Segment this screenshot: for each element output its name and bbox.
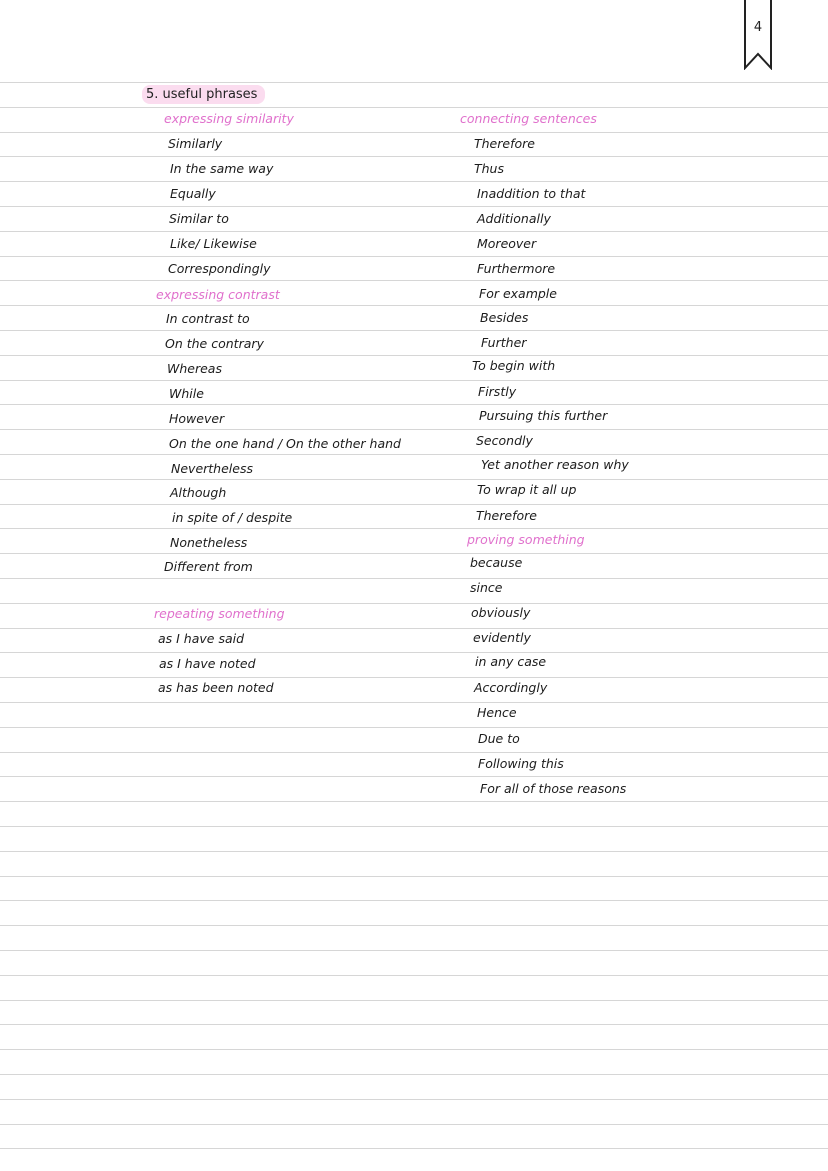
ruled-line xyxy=(0,851,828,852)
list-item: In the same way xyxy=(170,161,274,176)
ruled-line xyxy=(0,132,828,133)
list-item: Like/ Likewise xyxy=(170,236,257,251)
ruled-line xyxy=(0,776,828,777)
heading-proving: proving something xyxy=(467,532,585,547)
list-item: While xyxy=(169,386,204,401)
list-item: as has been noted xyxy=(158,680,274,695)
list-item: Different from xyxy=(164,559,253,574)
ruled-line xyxy=(0,900,828,901)
ruled-line xyxy=(0,231,828,232)
list-item: Besides xyxy=(480,310,529,325)
list-item: Further xyxy=(481,335,527,350)
list-item: On the contrary xyxy=(165,336,264,351)
page-number: 4 xyxy=(753,20,763,35)
ruled-line xyxy=(0,975,828,976)
ruled-line xyxy=(0,504,828,505)
ruled-line xyxy=(0,528,828,529)
list-item: Therefore xyxy=(474,136,535,151)
ruled-line xyxy=(0,355,828,356)
ruled-line xyxy=(0,454,828,455)
list-item: For all of those reasons xyxy=(480,781,627,796)
list-item: as I have noted xyxy=(159,656,256,671)
list-item: In contrast to xyxy=(166,311,250,326)
ruled-line xyxy=(0,156,828,157)
list-item: Therefore xyxy=(476,508,537,523)
ruled-line xyxy=(0,280,828,281)
ruled-line xyxy=(0,801,828,802)
list-item: in any case xyxy=(475,654,547,669)
ruled-line xyxy=(0,1000,828,1001)
ruled-line xyxy=(0,702,828,703)
heading-contrast: expressing contrast xyxy=(156,287,280,302)
ruled-line xyxy=(0,82,828,83)
list-item: Following this xyxy=(478,756,564,771)
list-item: However xyxy=(169,411,225,426)
ruled-line xyxy=(0,1124,828,1125)
ruled-line xyxy=(0,1148,828,1149)
list-item: On the one hand / On the other hand xyxy=(169,436,401,451)
ruled-line xyxy=(0,1074,828,1075)
list-item: To begin with xyxy=(472,358,556,373)
ruled-line xyxy=(0,1099,828,1100)
list-item: Furthermore xyxy=(477,261,556,276)
ruled-line xyxy=(0,578,828,579)
ruled-line xyxy=(0,429,828,430)
ruled-line xyxy=(0,107,828,108)
list-item: Nonetheless xyxy=(170,535,248,550)
ruled-line xyxy=(0,1049,828,1050)
ruled-line xyxy=(0,553,828,554)
ruled-line xyxy=(0,181,828,182)
ruled-line xyxy=(0,826,828,827)
list-item: Similar to xyxy=(169,211,229,226)
list-item: Due to xyxy=(478,731,520,746)
ruled-line xyxy=(0,876,828,877)
list-item: in spite of / despite xyxy=(172,510,293,525)
ruled-line xyxy=(0,256,828,257)
ruled-line xyxy=(0,479,828,480)
list-item: Equally xyxy=(170,186,216,201)
list-item: Accordingly xyxy=(474,680,548,695)
list-item: Nevertheless xyxy=(171,461,253,476)
ruled-line xyxy=(0,305,828,306)
list-item: Hence xyxy=(477,705,517,720)
ruled-line xyxy=(0,330,828,331)
ruled-line xyxy=(0,652,828,653)
ruled-line xyxy=(0,603,828,604)
ruled-line xyxy=(0,925,828,926)
list-item: Additionally xyxy=(477,211,551,226)
list-item: Moreover xyxy=(477,236,537,251)
bookmark-tab xyxy=(744,0,772,70)
ruled-line xyxy=(0,628,828,629)
section-title: 5. useful phrases xyxy=(142,85,265,104)
list-item: Secondly xyxy=(476,433,533,448)
heading-repeating: repeating something xyxy=(154,606,285,621)
list-item: since xyxy=(470,580,503,595)
list-item: For example xyxy=(479,286,557,301)
ruled-line xyxy=(0,404,828,405)
list-item: Yet another reason why xyxy=(481,457,629,472)
list-item: Firstly xyxy=(478,384,517,399)
list-item: To wrap it all up xyxy=(477,482,577,497)
list-item: obviously xyxy=(471,605,531,620)
list-item: Similarly xyxy=(168,136,223,151)
list-item: as I have said xyxy=(158,631,245,646)
list-item: Whereas xyxy=(167,361,222,376)
ruled-line xyxy=(0,677,828,678)
list-item: Correspondingly xyxy=(168,261,271,276)
list-item: evidently xyxy=(473,630,531,645)
heading-connecting: connecting sentences xyxy=(460,111,597,126)
ruled-line xyxy=(0,950,828,951)
ruled-line xyxy=(0,206,828,207)
list-item: Inaddition to that xyxy=(477,186,586,201)
list-item: Pursuing this further xyxy=(479,408,608,423)
list-item: Thus xyxy=(474,161,504,176)
ruled-line xyxy=(0,380,828,381)
ruled-line xyxy=(0,1024,828,1025)
ruled-line xyxy=(0,752,828,753)
heading-similarity: expressing similarity xyxy=(164,111,294,126)
list-item: because xyxy=(470,555,523,570)
ruled-line xyxy=(0,727,828,728)
list-item: Although xyxy=(170,485,227,500)
